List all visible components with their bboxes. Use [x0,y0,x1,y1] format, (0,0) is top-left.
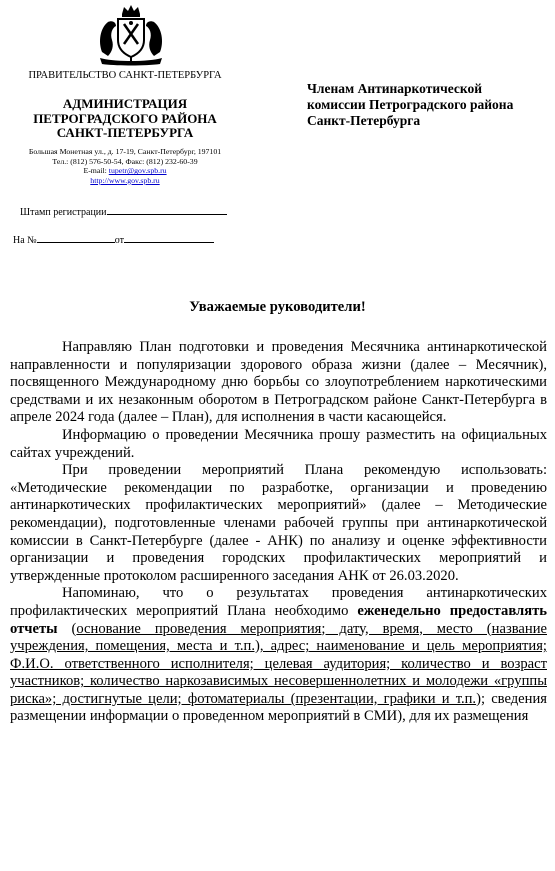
reference-number [13,233,214,246]
stamp-line [107,205,227,215]
administration-name [0,97,250,141]
administration-line-2: ПЕТРОГРАДСКОГО РАЙОНА [33,110,217,126]
paragraph-4-end: ); сведения размещении информации о проведенном мероприятий в СМИ), для их размещения [10,690,547,725]
recipient-line-1: Членам Антинаркотической [307,81,483,96]
paragraph-1: Направляю План подготовки и проведения Месячника антинаркотической направленности и популяризации здорового образа жизни (далее – Месячник), посвященного Международному дню борьбы со злоупотреблением наркотическими средствами и их незаконным оборотом в Петроградском районе Санкт-Петербурга в апреле 2024 года (далее – План), для исполнения в части касающейся. [10,339,547,426]
sender-address: Большая Монетная ул., д. 17-19, Санкт-Петербург, 197101 [28,147,222,156]
stamp-label: Штамп регистрации [20,207,107,218]
recipient-block [307,81,547,129]
number-line [37,233,115,243]
paragraph-3: При проведении мероприятий Плана рекомендую использовать: «Методические рекомендации по разработке, организации и проведению антинаркотических профилактических мероприятий» (далее – Методические рекомендации), подготовленные членами рабочей группы при антинаркотической комиссии в Санкт-Петербурге (далее - АНК) по анализу и оценке эффективности организации и проведения городских профилактических мероприятий и утвержденные протоколом расширенного заседания АНК от 26.03.2020. [10,462,547,584]
letter-body [10,339,547,726]
number-label: На № [13,235,37,246]
administration-line-3: САНКТ-ПЕТЕРБУРГА [56,125,194,140]
paragraph-4-space: ( [57,620,77,637]
paragraph-2: Информацию о проведении Месячника прошу разместить на официальных сайтах учреждений. [10,426,547,461]
sender-phones: Тел.: (812) 576-50-54, Факс: (812) 232-60-39 [52,156,198,166]
date-line [124,233,214,243]
greeting: Уважаемые руководители! [189,299,366,315]
from-label: от [114,235,124,246]
recipient-line-2: комиссии Петроградского района [307,97,514,112]
coat-of-arms-emblem [94,4,168,66]
administration-line-1: АДМИНИСТРАЦИЯ [62,96,188,111]
sender-contacts [0,147,250,185]
paragraph-4-start: Напоминаю, что о результатах проведения антинаркотических профилактических мероприятий Плана необходимо [10,585,547,619]
email-label: E-mail: [83,166,107,176]
paragraph-4-emphasis: еженедельно предоставлять отчеты [10,602,547,637]
sender-email-line [0,166,250,176]
website-link[interactable]: http://www.gov.spb.ru [90,175,160,185]
paragraph-4-report-fields: основание проведения мероприятия; дату, время, место (название учреждения, помещения, места и т.п.), адрес; наименование и цель мероприятия; Ф.И.О. ответственного исполнителя; целевая аудитория; количество и возраст участников; количество наркозависимых несовершеннолетних и молодежи «группы риска»; достигнутые цели; фотоматериалы (презентации, графики и т.п. [10,620,547,707]
recipient-line-3: Санкт-Петербурга [307,113,421,128]
registration-stamp [20,205,227,218]
email-link[interactable]: tupetr@gov.spb.ru [108,166,167,176]
government-name: ПРАВИТЕЛЬСТВО САНКТ-ПЕТЕРБУРГА [28,70,222,81]
paragraph-4 [10,585,547,726]
sender-website-line [0,176,250,186]
